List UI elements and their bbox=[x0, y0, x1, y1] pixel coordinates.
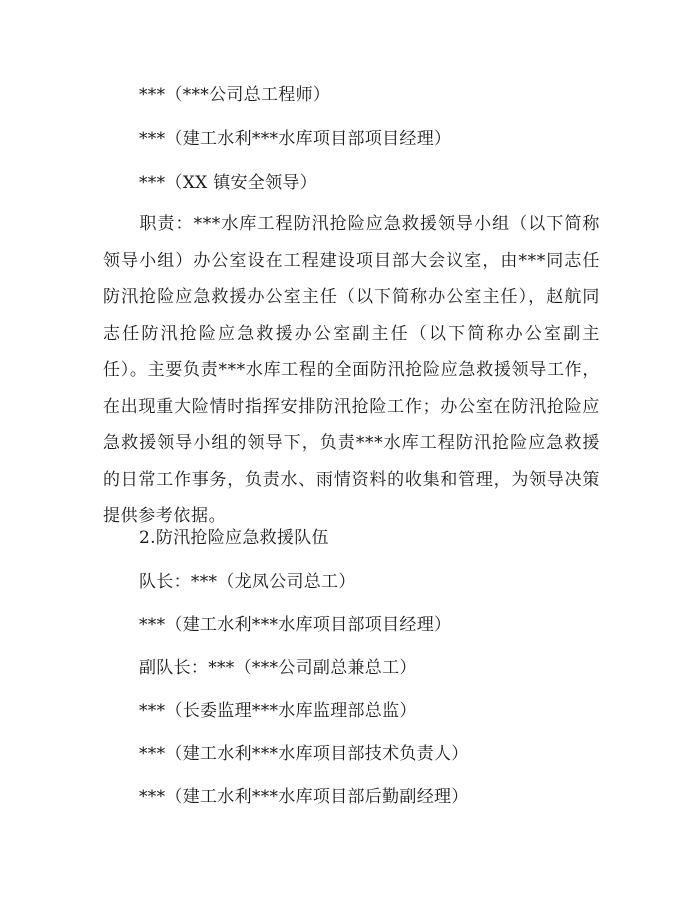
member-line-project-manager: ***（建工水利***水库项目部项目经理） bbox=[139, 129, 452, 149]
responsibility-paragraph bbox=[103, 206, 600, 535]
vice-captain-line: 副队长：***（***公司副总兼总工） bbox=[139, 658, 417, 678]
team-member-line: ***（长委监理***水库监理部总监） bbox=[139, 701, 417, 721]
member-line-chief-engineer: ***（***公司总工程师） bbox=[139, 85, 331, 105]
team-member-line: ***（建工水利***水库项目部技术负责人） bbox=[139, 744, 469, 764]
member-line-town-safety: ***（XX 镇安全领导） bbox=[139, 173, 318, 193]
team-captain-line: 队长：***（龙凤公司总工） bbox=[139, 572, 356, 592]
responsibility-text: 职责：***水库工程防汛抢险应急救援领导小组（以下简称领导小组）办公室设在工程建设项目部大会议室，由***同志任防汛抢险应急救援办公室主任（以下简称办公室主任），赵航同志任防汛抢险应急救援办公室副主任（以下简称办公室副主任）。主要负责***水库工程的全面防汛抢险应急救援领导工作，在出现重大险情时指挥安排防汛抢险工作；办公室在防汛抢险应急救援领导小组的领导下，负责***水库工程防汛抢险应急救援的日常工作事务，负责水、雨情资料的收集和管理，为领导决策提供参考依据。 bbox=[103, 214, 600, 526]
section-heading: 2.防汛抢险应急救援队伍 bbox=[139, 528, 329, 548]
team-member-line: ***（建工水利***水库项目部项目经理） bbox=[139, 615, 452, 635]
team-member-line: ***（建工水利***水库项目部后勤副经理） bbox=[139, 787, 469, 807]
